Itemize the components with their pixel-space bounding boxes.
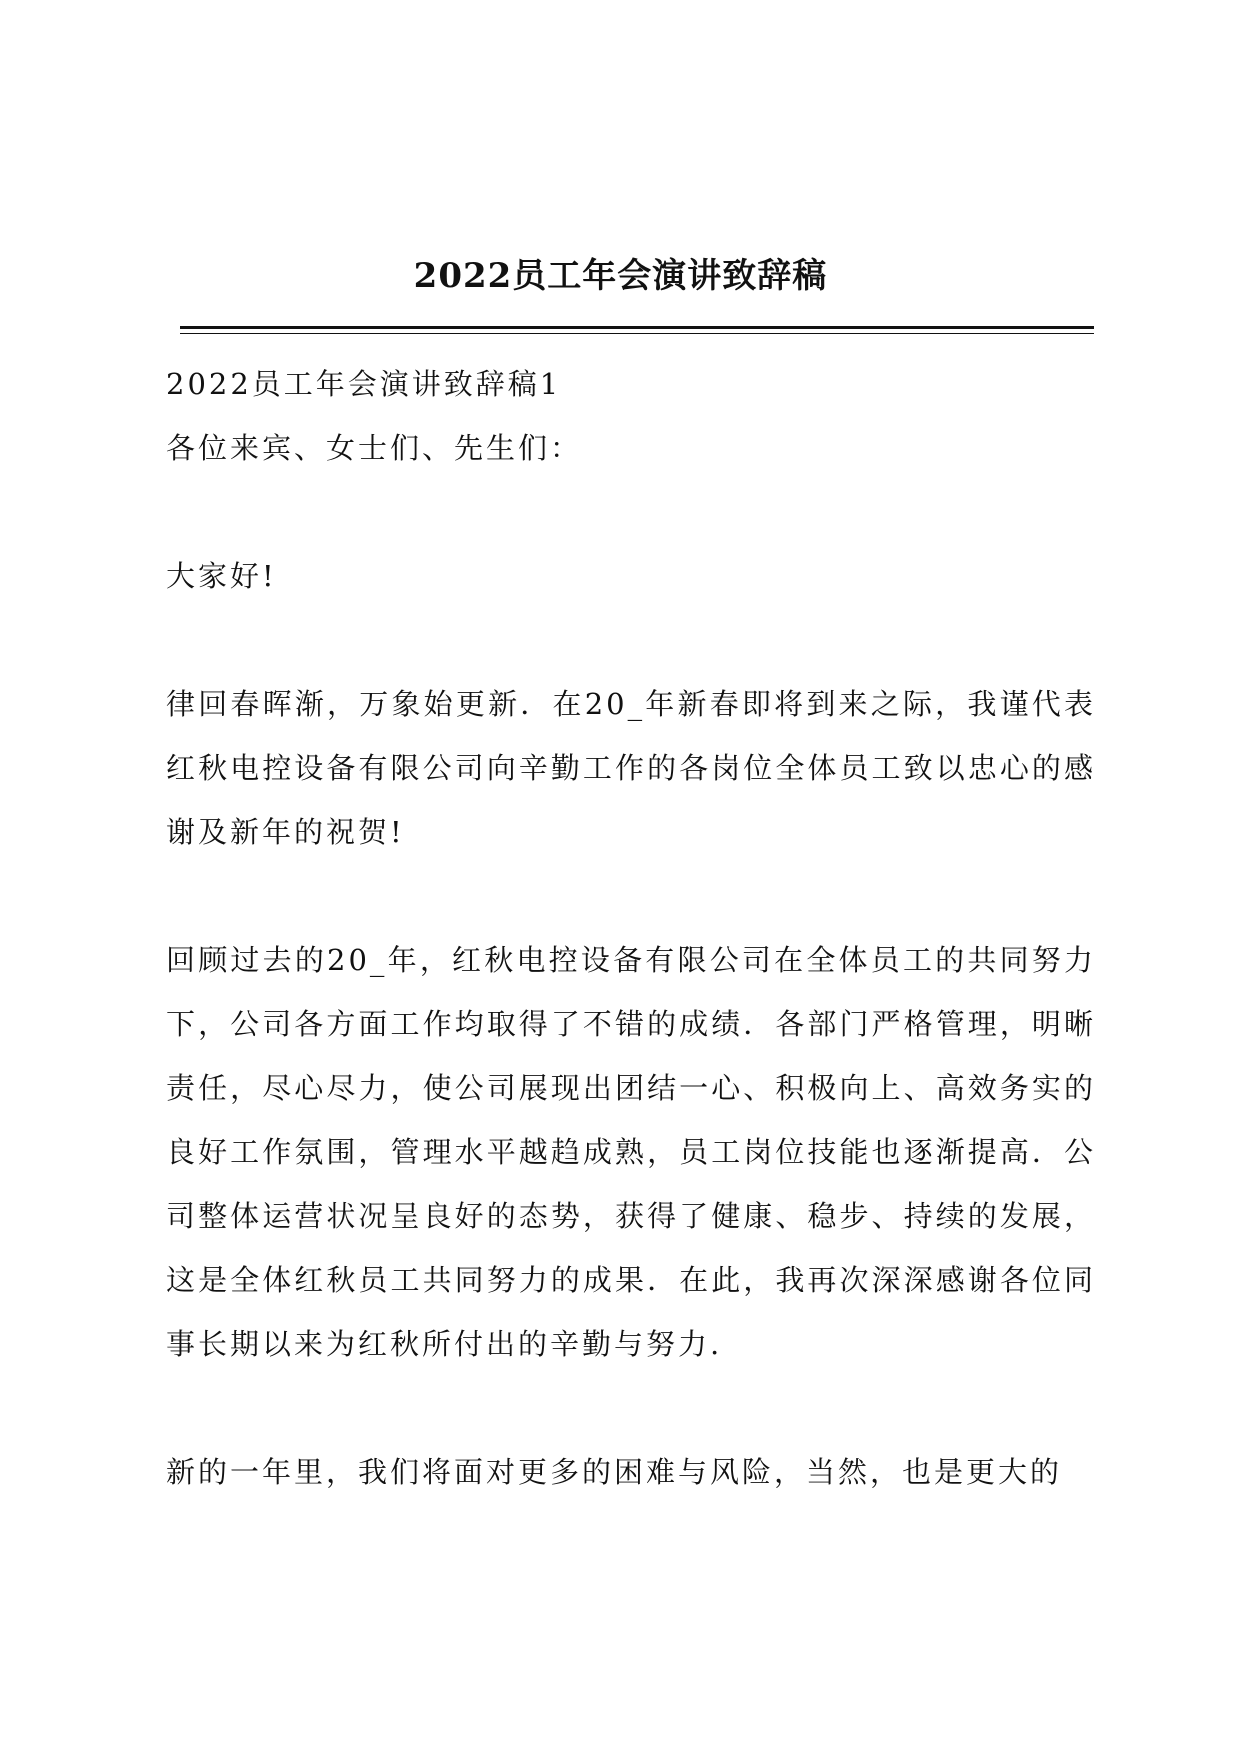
paragraph-1: 律回春晖渐，万象始更新．在20_年新春即将到来之际，我谨代表红秋电控设备有限公司向辛勤工作的各岗位全体员工致以忠心的感谢及新年的祝贺! [166, 687, 1096, 849]
title-rule-thin [180, 333, 1094, 334]
title-rule-thick [180, 326, 1094, 329]
salutation: 各位来宾、女士们、先生们： [166, 431, 583, 465]
document-body [166, 352, 1096, 1504]
section-heading: 2022员工年会演讲致辞稿1 [166, 367, 562, 401]
paragraph-3: 新的一年里，我们将面对更多的困难与风险，当然，也是更大的 [166, 1455, 1063, 1489]
document-title: 2022员工年会演讲致辞稿 [413, 256, 828, 296]
greeting: 大家好! [166, 559, 277, 593]
paragraph-2: 回顾过去的20_年，红秋电控设备有限公司在全体员工的共同努力下，公司各方面工作均取得了不错的成绩．各部门严格管理，明晰责任，尽心尽力，使公司展现出团结一心、积极向上、高效务实的良好工作氛围，管理水平越趋成熟，员工岗位技能也逐渐提高．公司整体运营状况呈良好的态势，获得了健康、稳步、持续的发展，这是全体红秋员工共同努力的成果．在此，我再次深深感谢各位同事长期以来为红秋所付出的辛勤与努力. [166, 943, 1096, 1361]
